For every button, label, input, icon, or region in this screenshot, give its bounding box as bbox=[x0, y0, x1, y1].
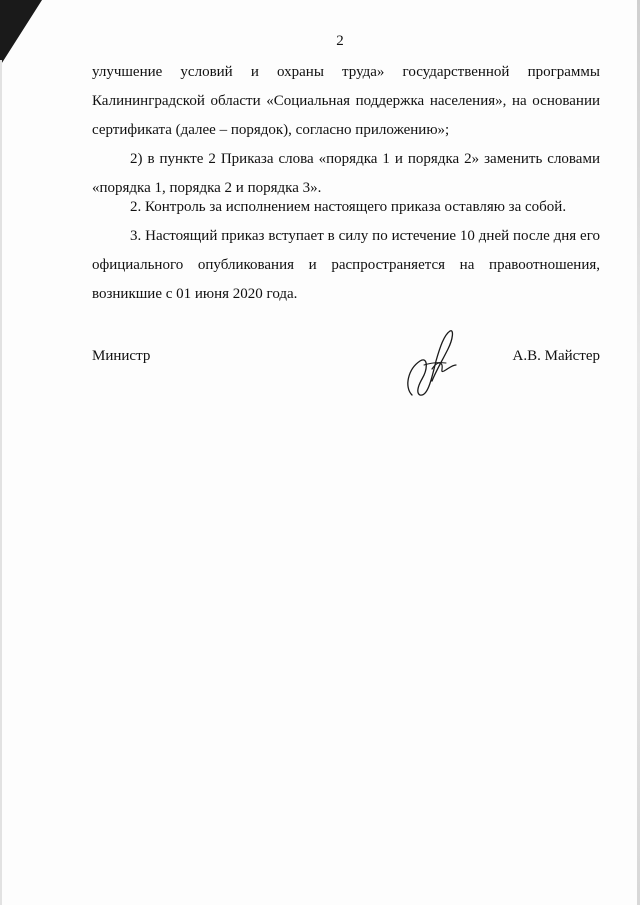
handwritten-signature-icon bbox=[398, 325, 468, 405]
paragraph-2-text: 2) в пункте 2 Приказа слова «порядка 1 и порядка 2» заменить словами «порядка 1, порядка 2 и порядка 3». bbox=[92, 151, 600, 196]
scan-left-edge bbox=[0, 60, 2, 905]
signer-name: А.В. Майстер bbox=[512, 348, 600, 364]
page-number: 2 bbox=[336, 33, 344, 49]
paragraph-4-text: 3. Настоящий приказ вступает в силу по истечение 10 дней после дня его официального опубликования и распространяется на правоотношения, возникшие с 01 июня 2020 года. bbox=[92, 228, 600, 302]
signer-title: Министр bbox=[92, 348, 151, 364]
paragraph-3 bbox=[92, 193, 600, 222]
paragraph-1-line-1: улучшение условий и охраны труда» государственной программы bbox=[92, 64, 600, 80]
paragraph-3-text: 2. Контроль за исполнением настоящего приказа оставляю за собой. bbox=[130, 199, 567, 215]
paragraph-4 bbox=[92, 222, 600, 309]
paragraph-1 bbox=[92, 58, 600, 145]
paragraph-1-rest: Калининградской области «Социальная поддержка населения», на основании сертификата (далее – порядок), согласно приложению»; bbox=[92, 93, 600, 138]
